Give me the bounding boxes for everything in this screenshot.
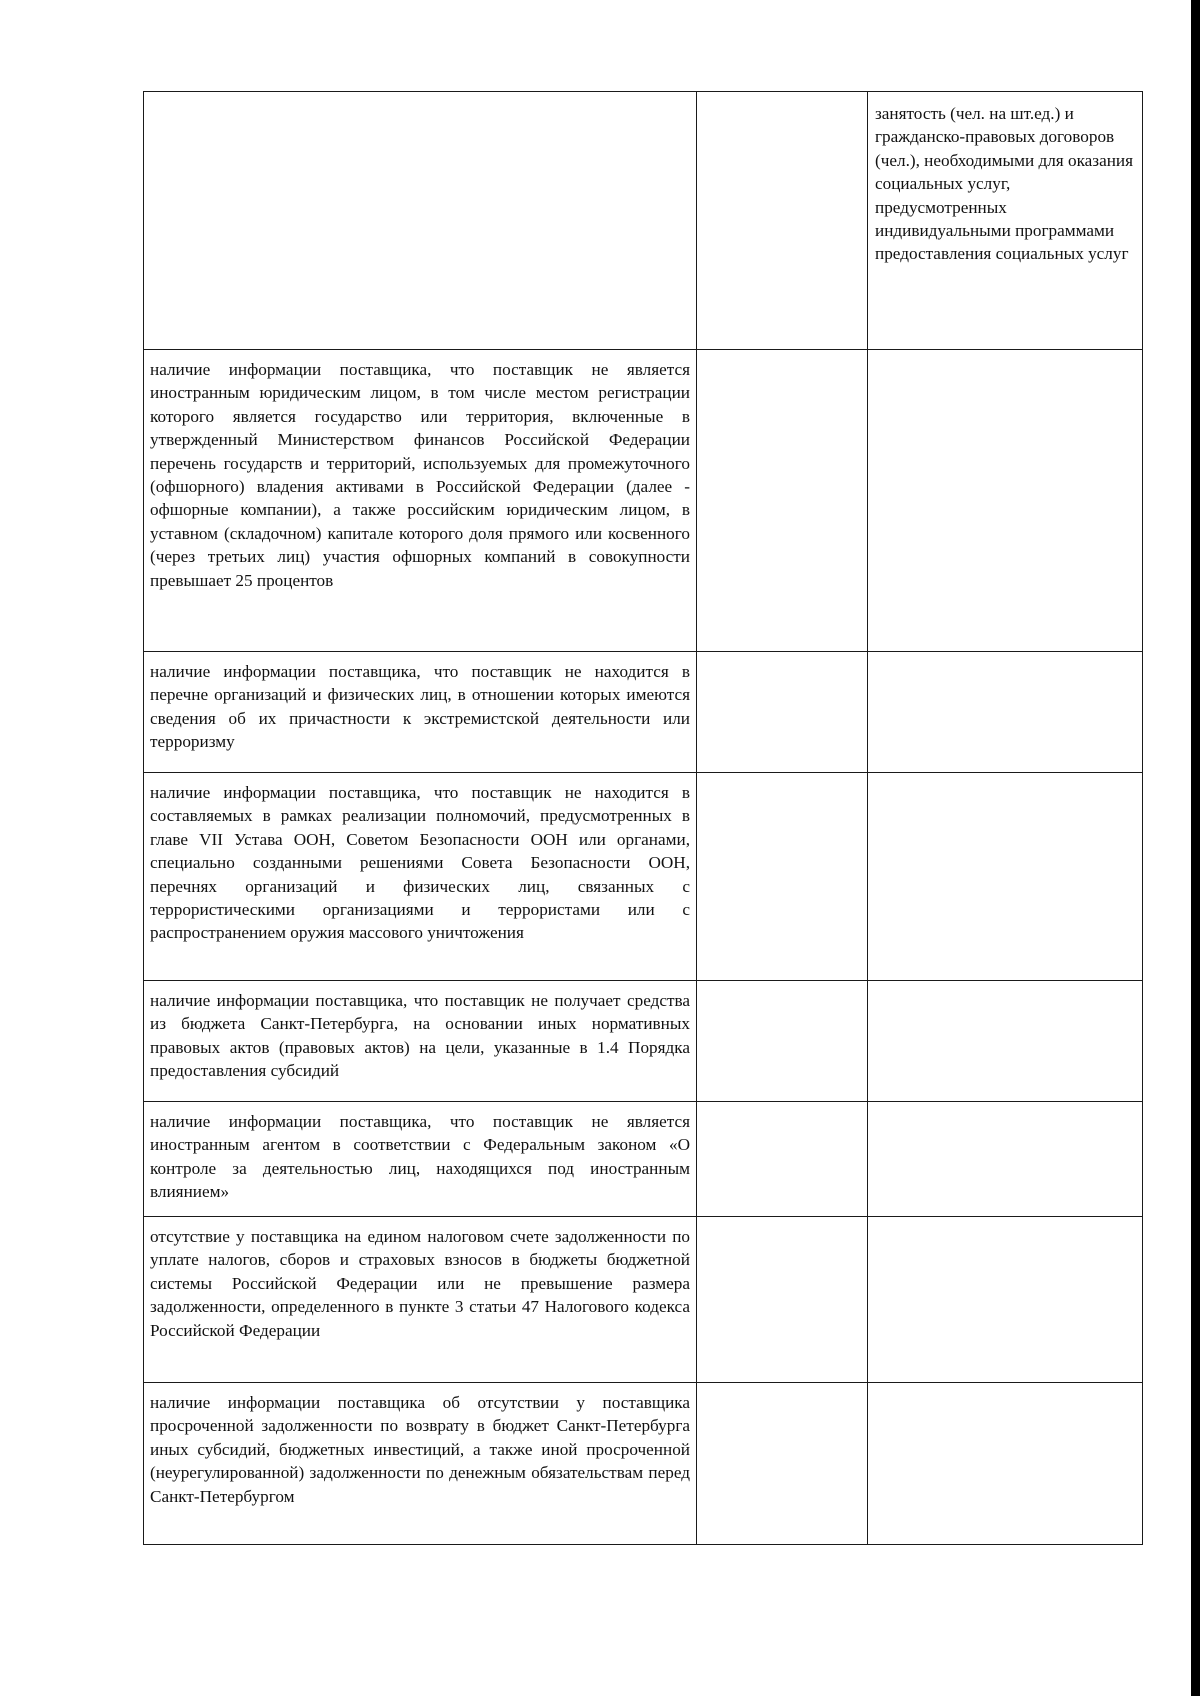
value-text [697, 1217, 867, 1225]
note-text [868, 1383, 1142, 1393]
table-cell-value [697, 981, 868, 1102]
table-cell-criterion [144, 1383, 697, 1545]
table-cell-value [697, 773, 868, 981]
criterion-text: наличие информации поставщика, что поставщик не является иностранным юридическим лицом, в том числе местом регистрации которого является государство или территория, включенные в утвержденный Министерством финансов Российской Федерации перечень государств и территорий, используемых для промежуточного (офшорного) владения активами в Российской Федерации (далее - офшорные компании), а также российским юридическим лицом, в уставном (складочном) капитале которого доля прямого или косвенного (через третьих лиц) участия офшорных компаний в совокупности превышает 25 процентов [150, 360, 690, 590]
table-row [144, 92, 1143, 350]
table-row [144, 1217, 1143, 1383]
table-cell-criterion [144, 350, 697, 652]
criterion-text: наличие информации поставщика об отсутствии у поставщика просроченной задолженности по возврату в бюджет Санкт-Петербурга иных субсидий, бюджетных инвестиций, а также иной просроченной (неурегулированной) задолженности по денежным обязательствам перед Санкт-Петербургом [150, 1393, 690, 1506]
note-text [868, 350, 1142, 360]
table-cell-value [697, 652, 868, 773]
criterion-text: наличие информации поставщика, что поставщик не находится в перечне организаций и физических лиц, в отношении которых имеются сведения об их причастности к экстремистской деятельности или терроризму [150, 662, 690, 752]
table-cell-criterion [144, 652, 697, 773]
table-cell-value [697, 350, 868, 652]
criterion-text: наличие информации поставщика, что поставщик не находится в составляемых в рамках реализации полномочий, предусмотренных в главе VII Устава ООН, Советом Безопасности ООН или органами, специально созданными решениями Совета Безопасности ООН, перечнях организаций и физических лиц, связанных с террористическими организациями и террористами или с распространением оружия массового уничтожения [150, 783, 690, 943]
table-cell-value [697, 1383, 868, 1545]
table-cell-criterion [144, 92, 697, 350]
value-text [697, 981, 867, 989]
note-text [868, 1217, 1142, 1227]
table-row [144, 981, 1143, 1102]
table-cell-note [868, 773, 1143, 981]
note-text [868, 981, 1142, 991]
table-row [144, 1383, 1143, 1545]
criterion-text: наличие информации поставщика, что поставщик не получает средства из бюджета Санкт-Петербурга, на основании иных нормативных правовых актов (правовых актов) на цели, указанные в 1.4 Порядка предоставления субсидий [150, 991, 690, 1081]
criterion-text [144, 92, 696, 100]
table-cell-value [697, 92, 868, 350]
criteria-table [143, 91, 1143, 1545]
value-text [697, 1102, 867, 1110]
table-cell-value [697, 1102, 868, 1217]
note-text [868, 1102, 1142, 1112]
table-cell-note [868, 1102, 1143, 1217]
value-text [697, 92, 867, 100]
value-text [697, 1383, 867, 1391]
note-text [868, 652, 1142, 662]
table-row [144, 1102, 1143, 1217]
table-cell-note [868, 981, 1143, 1102]
note-text: занятость (чел. на шт.ед.) и гражданско-правовых договоров (чел.), необходимыми для оказания социальных услуг, предусмотренных индивидуальными программами предоставления социальных услуг [875, 104, 1134, 264]
table-cell-note [868, 1383, 1143, 1545]
table-cell-criterion [144, 773, 697, 981]
value-text [697, 773, 867, 781]
table-row [144, 350, 1143, 652]
value-text [697, 652, 867, 660]
table-cell-criterion [144, 981, 697, 1102]
criterion-text: наличие информации поставщика, что поставщик не является иностранным агентом в соответствии с Федеральным законом «О контроле за деятельностью лиц, находящихся под иностранным влиянием» [150, 1112, 690, 1202]
table-row [144, 652, 1143, 773]
table-cell-note [868, 652, 1143, 773]
table-cell-note [868, 92, 1143, 350]
value-text [697, 350, 867, 358]
scan-edge [1191, 0, 1200, 1696]
table-cell-value [697, 1217, 868, 1383]
criterion-text: отсутствие у поставщика на едином налоговом счете задолженности по уплате налогов, сборов и страховых взносов в бюджеты бюджетной системы Российской Федерации или не превышение размера задолженности, определенного в пункте 3 статьи 47 Налогового кодекса Российской Федерации [150, 1227, 690, 1340]
table-row [144, 773, 1143, 981]
table-cell-note [868, 1217, 1143, 1383]
table-cell-criterion [144, 1217, 697, 1383]
table-cell-criterion [144, 1102, 697, 1217]
note-text [868, 773, 1142, 783]
table-cell-note [868, 350, 1143, 652]
